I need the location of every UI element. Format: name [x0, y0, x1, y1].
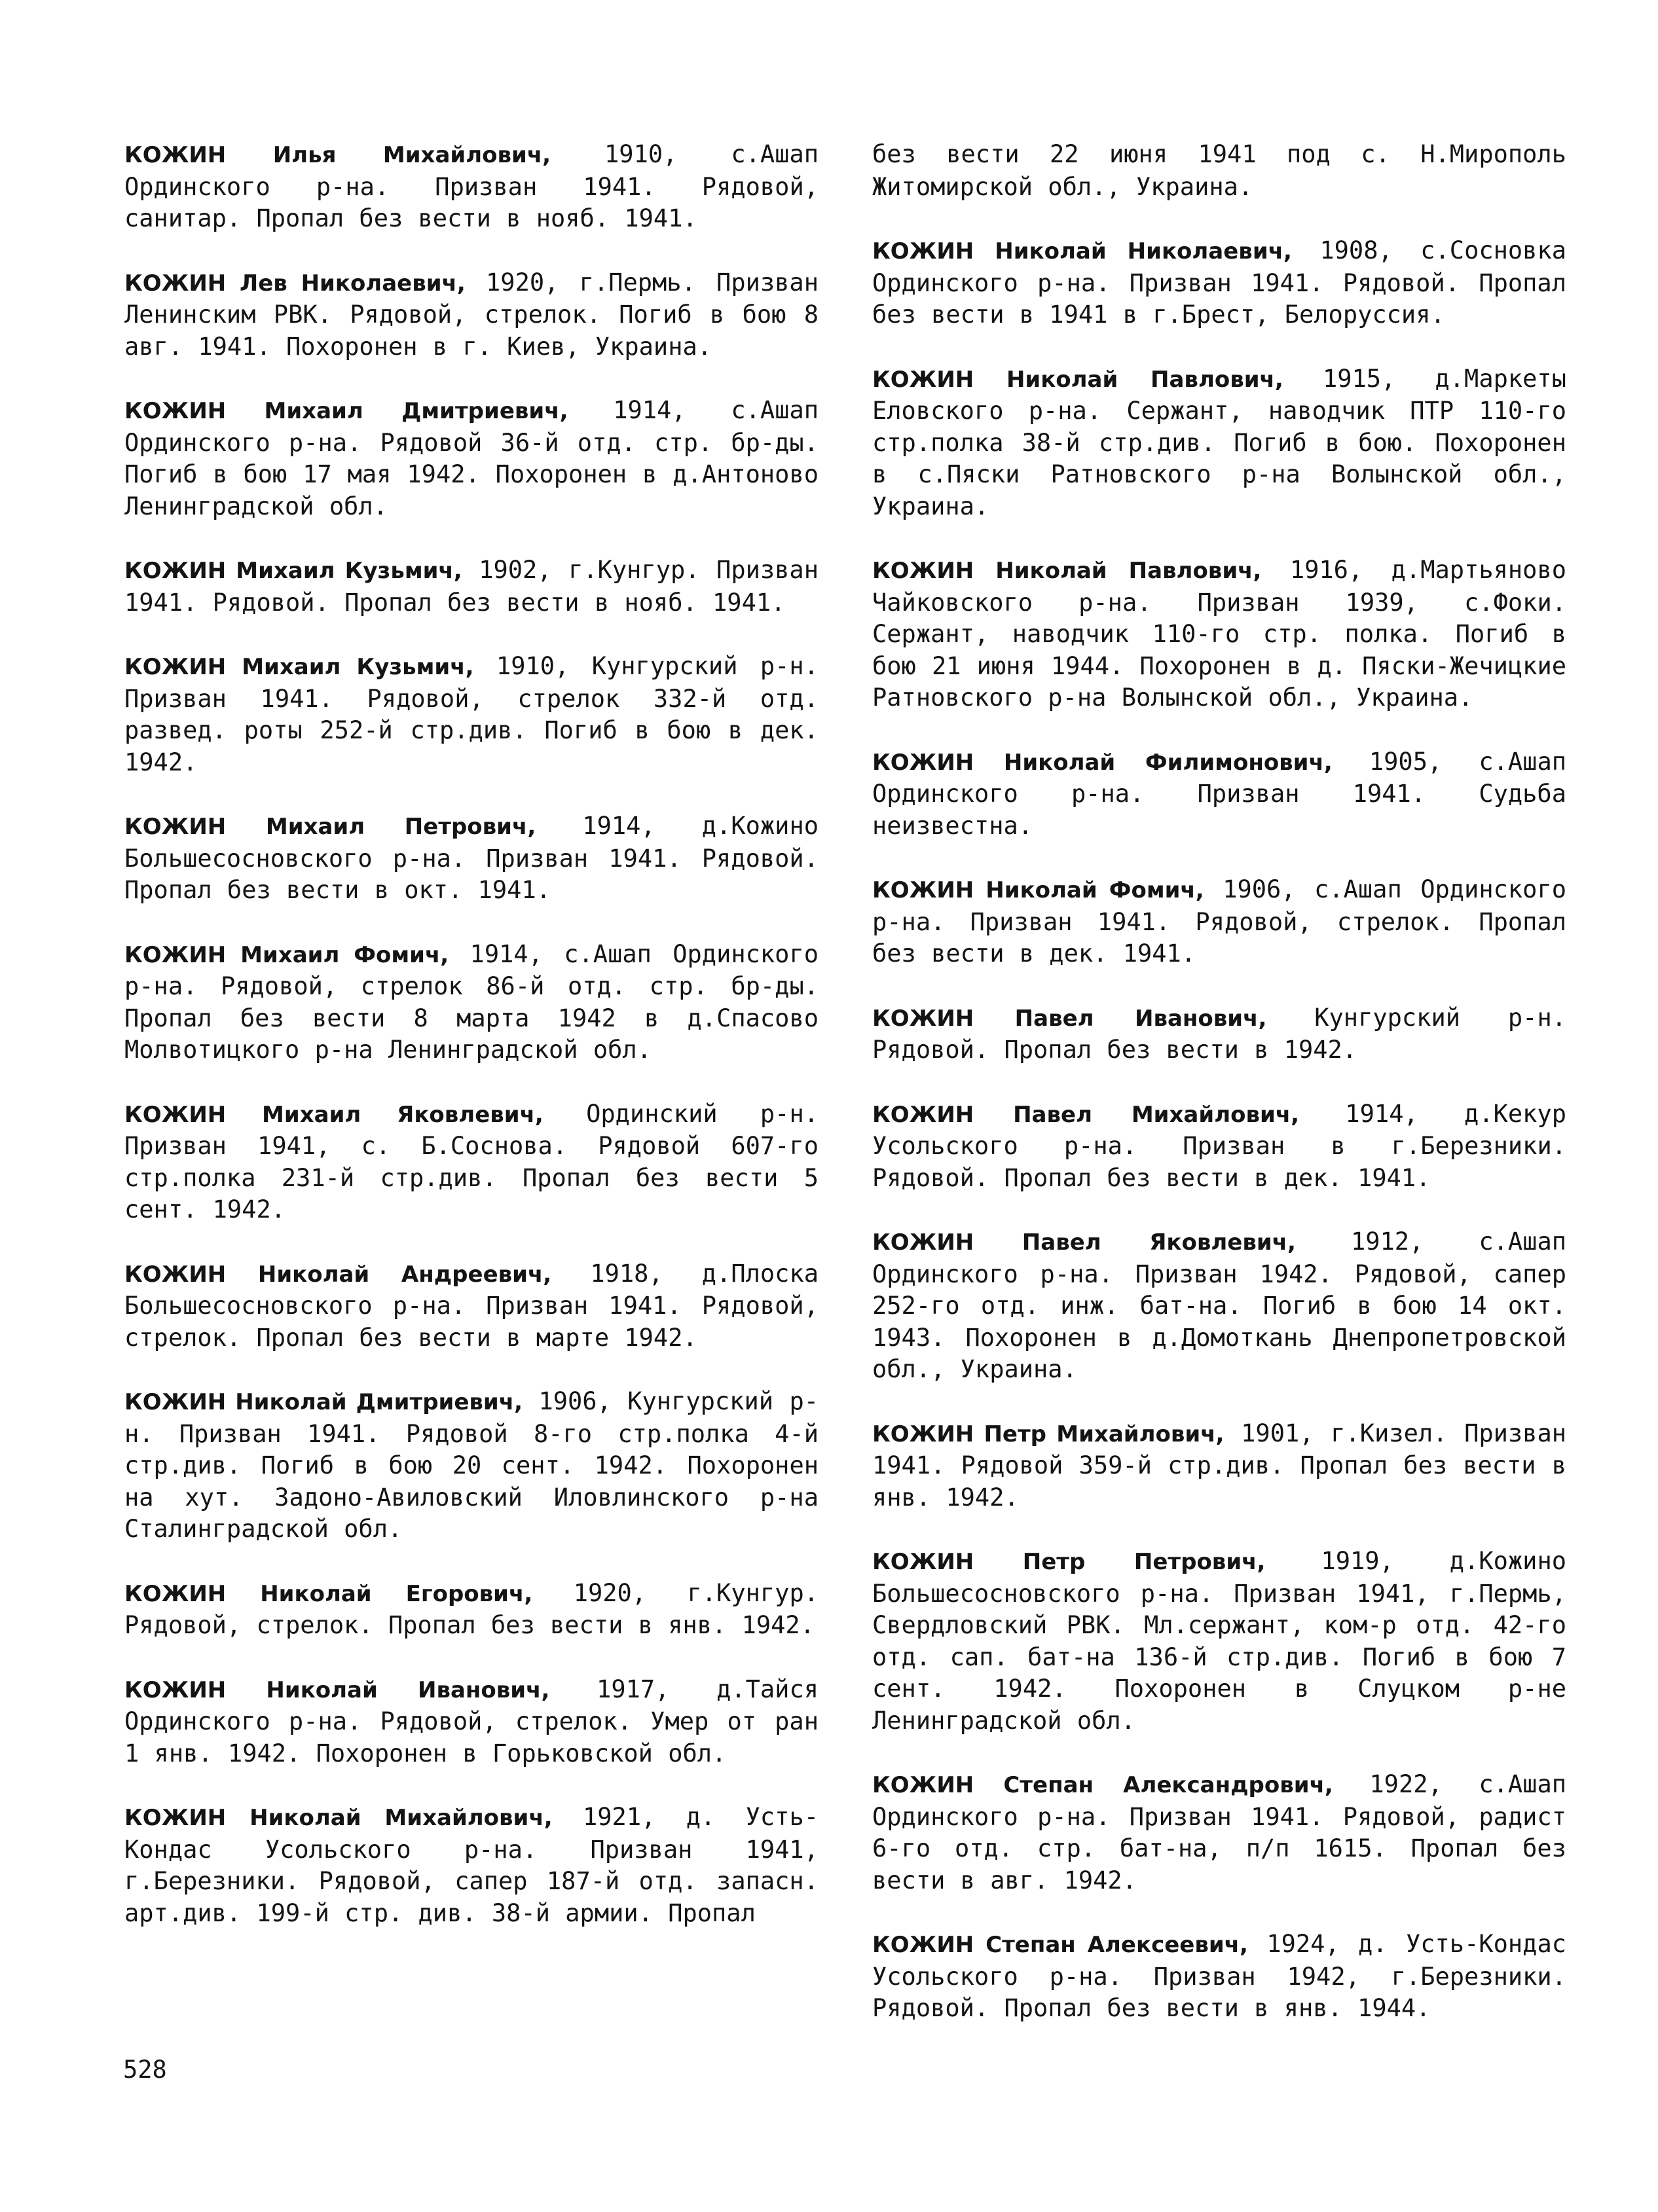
- entry-name: КОЖИН Николай Николаевич,: [872, 238, 1292, 264]
- entry-text: 1902, г.Кунгур. Призван 1941. Рядовой. Пропал без вести в нояб. 1941.: [124, 556, 819, 617]
- entry-left-0: [124, 139, 819, 235]
- page-number: 528: [123, 2056, 167, 2084]
- entry-name: КОЖИН Степан Александрович,: [872, 1772, 1333, 1798]
- entry-text: 1914, с.Ашап Ординского р-на. Рядовой, стрелок 86-й отд. стр. бр-ды. Пропал без вести 8 марта 1942 в д.Спасово Молвотицкого р-на Ленинградской обл.: [124, 939, 819, 1064]
- entry-left-10: [124, 1578, 819, 1642]
- entry-left-6: [124, 939, 819, 1066]
- entry-left-2: [124, 395, 819, 522]
- entry-left-12: [124, 1802, 819, 1929]
- entry-text: 1906, Кунгурский р-н. Призван 1941. Рядовой 8-го стр.полка 4-й стр.див. Погиб в бою 20 сент. 1942. Похоронен на хут. Задоно-Авиловский Иловлинского р-на Сталинградской обл.: [124, 1387, 819, 1543]
- entry-right-9: [872, 1418, 1566, 1514]
- entry-name: КОЖИН Николай Егорович,: [124, 1580, 533, 1607]
- entry-right-3: [872, 554, 1566, 714]
- entry-name: КОЖИН Николай Фомич,: [872, 877, 1204, 903]
- left-column: [124, 139, 819, 1961]
- entry-name: КОЖИН Николай Андреевич,: [124, 1261, 552, 1288]
- entry-left-7: [124, 1098, 819, 1226]
- entry-name: КОЖИН Павел Михайлович,: [872, 1101, 1300, 1128]
- entry-text: 1914, д.Кожино Большесосновского р-на. Призван 1941. Рядовой. Пропал без вести в окт. 1941.: [124, 812, 819, 904]
- entry-name: КОЖИН Илья Михайлович,: [124, 142, 551, 168]
- entry-text: 1914, с.Ашап Ординского р-на. Рядовой 36-й отд. стр. бр-ды. Погиб в бою 17 мая 1942. Похоронен в д.Антоново Ленинградской обл.: [124, 396, 819, 520]
- entry-text: 1919, д.Кожино Большесосновского р-на. Призван 1941, г.Пермь, Свердловский РВК. Мл.сержант, ком-р отд. 42-го отд. сап. бат-на 136-й стр.див. Погиб в бою 7 сент. 1942. Похоронен в Слуцком р-не Ленинградской обл.: [872, 1547, 1566, 1735]
- entry-left-11: [124, 1674, 819, 1770]
- entry-text: 1914, д.Кекур Усольского р-на. Призван в г.Березники. Рядовой. Пропал без вести в дек. 1941.: [872, 1099, 1566, 1192]
- entry-left-9: [124, 1386, 819, 1546]
- entry-text: 1905, с.Ашап Ординского р-на. Призван 1941. Судьба неизвестна.: [872, 747, 1566, 840]
- entry-text: 1910, с.Ашап Ординского р-на. Призван 1941. Рядовой, санитар. Пропал без вести в нояб. 1941.: [124, 140, 819, 232]
- entry-name: КОЖИН Николай Иванович,: [124, 1677, 550, 1703]
- entry-name: КОЖИН Петр Михайлович,: [872, 1421, 1225, 1447]
- entry-text: 1917, д.Тайся Ординского р-на. Рядовой, стрелок. Умер от ран 1 янв. 1942. Похоронен в Горьковской обл.: [124, 1675, 819, 1768]
- entry-text: 1906, с.Ашап Ординского р-на. Призван 1941. Рядовой, стрелок. Пропал без вести в дек. 1941.: [872, 875, 1566, 968]
- entry-text: 1908, с.Сосновка Ординского р-на. Призван 1941. Рядовой. Пропал без вести в 1941 в г.Брест, Белоруссия.: [872, 236, 1566, 329]
- entry-name: КОЖИН Павел Иванович,: [872, 1005, 1267, 1032]
- entry-right-5: [872, 874, 1566, 970]
- entry-name: КОЖИН Николай Павлович,: [872, 366, 1283, 393]
- entry-name: КОЖИН Михаил Дмитриевич,: [124, 398, 568, 424]
- entry-right-4: [872, 746, 1566, 843]
- entry-text: 1916, д.Мартьяново Чайковского р-на. Призван 1939, с.Фоки. Сержант, наводчик 110-го стр. полка. Погиб в бою 21 июня 1944. Похоронен в д. Пяски-Жечицкие Ратновского р-на Волынской обл., Украина.: [872, 556, 1566, 712]
- entry-name: КОЖИН Михаил Кузьмич,: [124, 654, 474, 680]
- entry-left-8: [124, 1258, 819, 1354]
- entry-right-11: [872, 1769, 1566, 1896]
- entry-text: 1920, г.Кунгур. Рядовой, стрелок. Пропал без вести в янв. 1942.: [124, 1578, 819, 1639]
- entry-left-4: [124, 651, 819, 778]
- entry-text: 1910, Кунгурский р-н. Призван 1941. Рядовой, стрелок 332-й отд. развед. роты 252-й стр.див. Погиб в бою в дек. 1942.: [124, 652, 819, 776]
- entry-text: 1912, с.Ашап Ординского р-на. Призван 1942. Рядовой, сапер 252-го отд. инж. бат-на. Погиб в бою 14 окт. 1943. Похоронен в д.Домоткань Днепропетровской обл., Украина.: [872, 1227, 1566, 1383]
- entry-text: 1901, г.Кизел. Призван 1941. Рядовой 359-й стр.див. Пропал без вести в янв. 1942.: [872, 1419, 1566, 1512]
- entry-name: КОЖИН Николай Дмитриевич,: [124, 1389, 523, 1415]
- entry-name: КОЖИН Степан Алексеевич,: [872, 1932, 1248, 1958]
- entry-name: КОЖИН Петр Петрович,: [872, 1549, 1266, 1575]
- entry-name: КОЖИН Михаил Кузьмич,: [124, 558, 462, 584]
- entry-right-7: [872, 1098, 1566, 1195]
- entry-name: КОЖИН Николай Михайлович,: [124, 1805, 553, 1831]
- entry-name: КОЖИН Лев Николаевич,: [124, 270, 466, 297]
- entry-text: Ординский р-н. Призван 1941, с. Б.Соснова. Рядовой 607-го стр.полка 231-й стр.див. Пропал без вести 5 сент. 1942.: [124, 1099, 819, 1224]
- entry-name: КОЖИН Михаил Петрович,: [124, 814, 536, 840]
- entry-text: без вести 22 июня 1941 под с. Н.Мирополь Житомирской обл., Украина.: [872, 140, 1566, 201]
- entry-right-1: [872, 235, 1566, 331]
- entry-text: 1915, д.Маркеты Еловского р-на. Сержант, наводчик ПТР 110-го стр.полка 38-й стр.див. Погиб в бою. Похоронен в с.Пяски Ратновского р-на Волынской обл., Украина.: [872, 364, 1566, 520]
- right-column: [872, 139, 1566, 2057]
- entry-right-6: [872, 1002, 1566, 1066]
- entry-left-5: [124, 810, 819, 907]
- entry-right-2: [872, 363, 1566, 523]
- entry-text: 1920, г.Пермь. Призван Ленинским РВК. Рядовой, стрелок. Погиб в бою 8 авг. 1941. Похоронен в г. Киев, Украина.: [124, 268, 819, 361]
- entry-right-continuation: [872, 139, 1566, 203]
- entry-left-1: [124, 267, 819, 363]
- entry-left-3: [124, 554, 819, 619]
- entry-text: Кунгурский р-н. Рядовой. Пропал без вести в 1942.: [872, 1003, 1566, 1064]
- entry-text: 1924, д. Усть-Кондас Усольского р-на. Призван 1942, г.Березники. Рядовой. Пропал без вести в янв. 1944.: [872, 1930, 1567, 2022]
- entry-name: КОЖИН Павел Яковлевич,: [872, 1229, 1296, 1256]
- entry-name: КОЖИН Николай Павлович,: [872, 558, 1262, 584]
- entry-right-10: [872, 1546, 1566, 1737]
- entry-text: 1918, д.Плоска Большесосновского р-на. Призван 1941. Рядовой, стрелок. Пропал без вести в марте 1942.: [124, 1259, 819, 1352]
- entry-text: 1922, с.Ашап Ординского р-на. Призван 1941. Рядовой, радист 6-го отд. стр. бат-на, п/п 1615. Пропал без вести в авг. 1942.: [872, 1770, 1567, 1895]
- entry-right-8: [872, 1226, 1566, 1386]
- entry-name: КОЖИН Николай Филимонович,: [872, 749, 1333, 776]
- entry-name: КОЖИН Михаил Яковлевич,: [124, 1101, 543, 1128]
- entry-right-12: [872, 1929, 1566, 2025]
- entry-name: КОЖИН Михаил Фомич,: [124, 941, 449, 968]
- entry-text: 1921, д. Усть-Кондас Усольского р-на. Призван 1941, г.Березники. Рядовой, сапер 187-й отд. запасн. арт.див. 199-й стр. див. 38-й армии. Пропал: [124, 1803, 819, 1927]
